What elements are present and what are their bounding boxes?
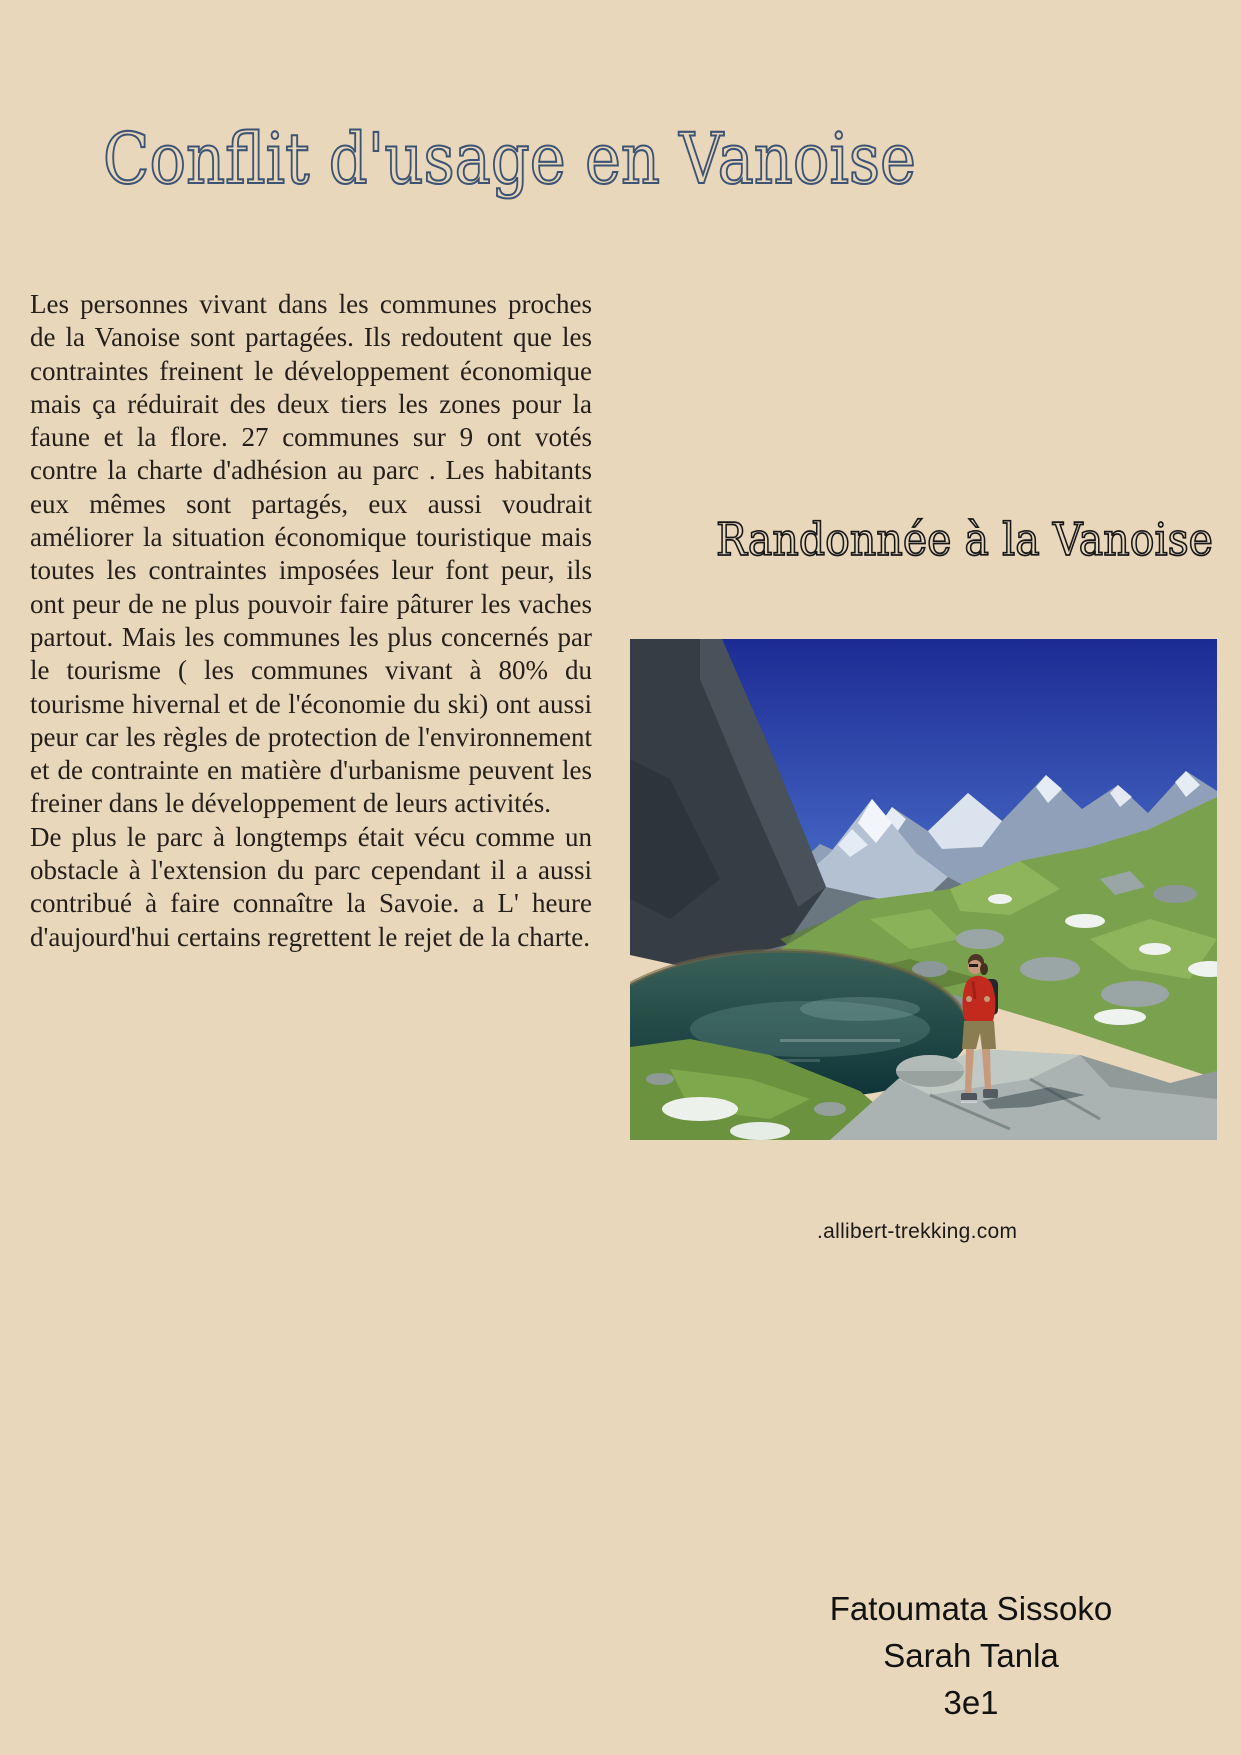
photo-caption: .allibert-trekking.com [817, 1220, 1018, 1243]
photo-subtitle-art [716, 508, 1236, 578]
class-line: 3e1 [943, 1684, 999, 1721]
author-line: Sarah Tanla [883, 1637, 1059, 1674]
paragraph: Les personnes vivant dans les communes proches de la Vanoise sont partagées. Ils redoutent que les contraintes freinent le développement économique mais ça réduirait des deux tiers les zones pour la faune et la flore. 27 communes sur 9 ont votés contre la charte d'adhésion au parc . Les habitants eux mêmes sont partagés, eux aussi voudrait améliorer la situation économique touristique mais toutes les contraintes imposées leur font peur, ils ont peur de ne plus pouvoir faire pâturer les vaches partout. Mais les communes les plus concernés par le tourisme ( les communes vivant à 80% du tourisme hivernal et de l'économie du ski) ont aussi peur car les règles de protection de l'environnement et de contrainte en matière d'urbanisme peuvent les freiner dans le développement de leurs activités. [30, 289, 592, 819]
page-title: Conflit d'usage en Vanoise [103, 118, 916, 200]
mountain-lake-scene [630, 639, 1217, 1140]
page-title-art [103, 118, 963, 238]
body-text [30, 288, 592, 954]
authors-block [721, 1585, 1221, 1726]
vanoise-photo [630, 639, 1217, 1140]
author-line: Fatoumata Sissoko [829, 1590, 1113, 1627]
paragraph: De plus le parc à longtemps était vécu comme un obstacle à l'extension du parc cependant il a aussi contribué à faire connaître la Savoie. a L' heure d'aujourd'hui certains regrettent le rejet de la charte. [30, 821, 592, 952]
photo-subtitle: Randonnée à la Vanoise [716, 513, 1213, 566]
